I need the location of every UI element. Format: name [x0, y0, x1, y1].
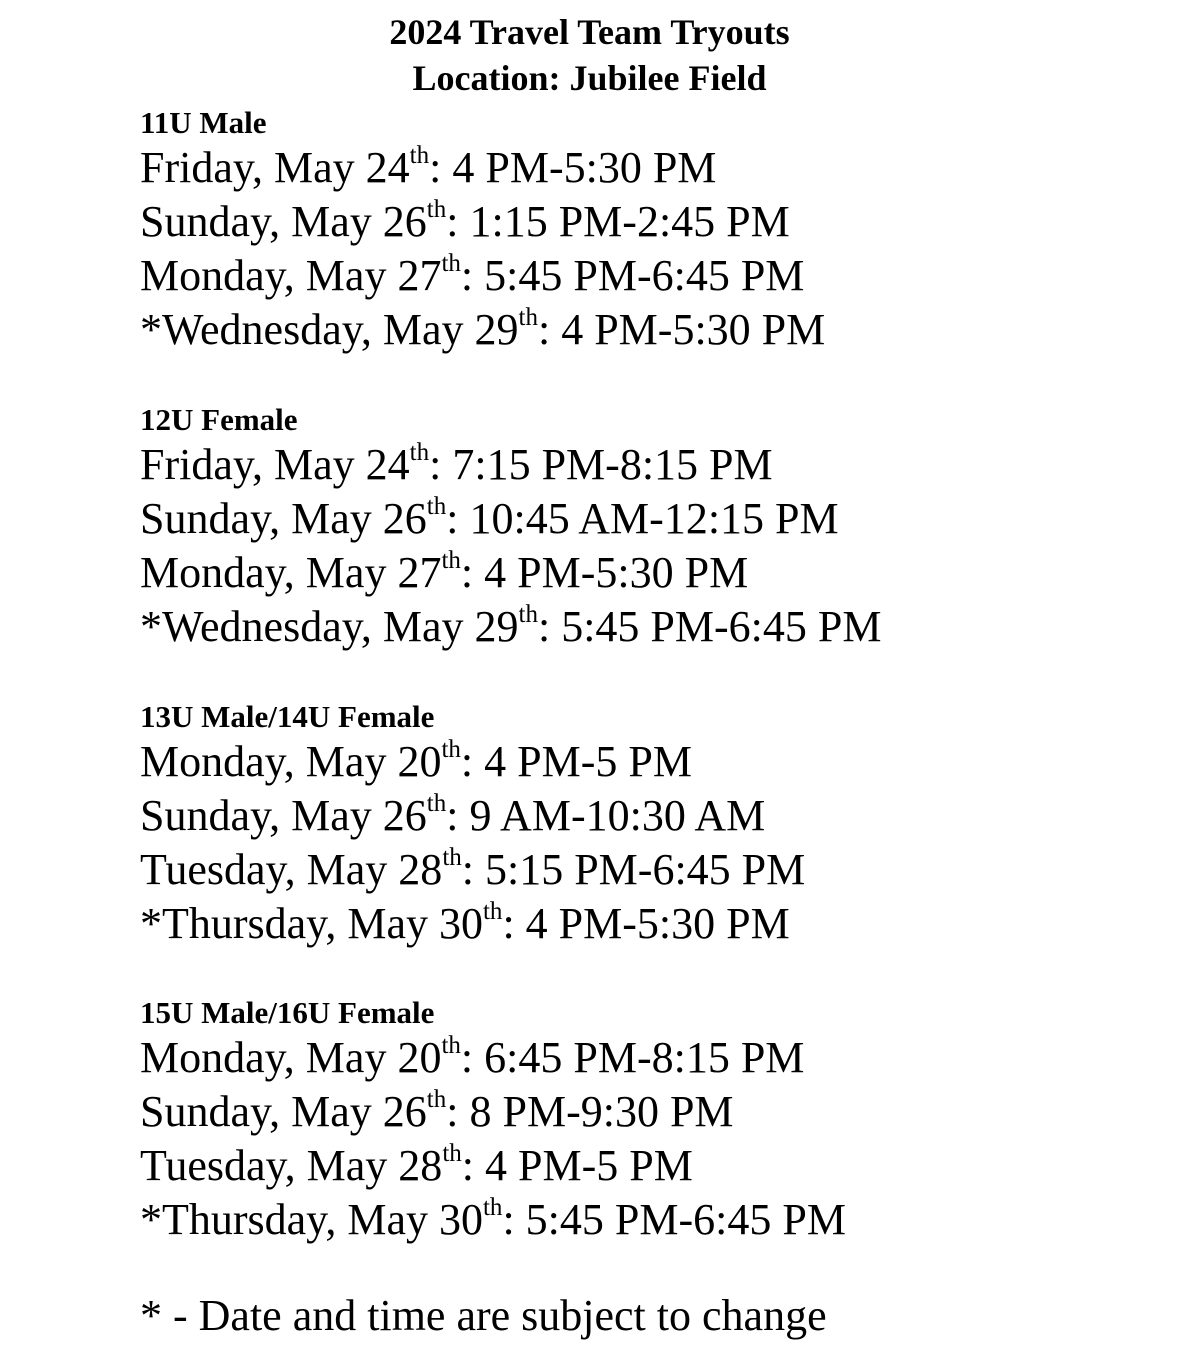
ordinal-suffix: th — [441, 736, 461, 764]
entry-time: : 4 PM-5 PM — [461, 1141, 693, 1190]
schedule-entry — [140, 546, 1140, 600]
ordinal-suffix: th — [442, 844, 462, 872]
entry-date: Monday, May 20 — [140, 737, 442, 786]
entry-date: *Wednesday, May 29 — [140, 602, 519, 651]
location-line: Location: Jubilee Field — [412, 58, 767, 98]
entry-date: Sunday, May 26 — [140, 791, 427, 840]
entry-date: Tuesday, May 28 — [140, 1141, 443, 1190]
document-title: 2024 Travel Team Tryouts — [389, 12, 790, 52]
entry-time: : 4 PM-5:30 PM — [502, 899, 790, 948]
entry-time: : 6:45 PM-8:15 PM — [460, 1033, 805, 1082]
entry-time: : 8 PM-9:30 PM — [446, 1087, 734, 1136]
ordinal-suffix: th — [426, 196, 447, 224]
entry-time: : 5:45 PM-6:45 PM — [502, 1195, 846, 1244]
entry-time: : 9 AM-10:30 AM — [446, 791, 766, 840]
ordinal-suffix: th — [409, 439, 430, 467]
entry-date: Tuesday, May 28 — [140, 845, 443, 894]
ordinal-suffix: th — [482, 898, 503, 926]
schedule-entry — [140, 789, 1140, 843]
entry-date: Sunday, May 26 — [140, 494, 427, 543]
ordinal-suffix: th — [426, 493, 447, 521]
footnote: * - Date and time are subject to change — [140, 1291, 827, 1340]
schedule-entry — [140, 303, 1140, 357]
schedule-entry — [140, 1085, 1140, 1139]
entry-time: : 4 PM-5:30 PM — [429, 143, 717, 192]
section-heading: 15U Male/16U Female — [140, 995, 435, 1030]
entry-date: Sunday, May 26 — [140, 197, 427, 246]
ordinal-suffix: th — [441, 1032, 461, 1060]
schedule-entry — [140, 600, 1140, 654]
schedule-entry — [140, 195, 1140, 249]
ordinal-suffix: th — [441, 250, 461, 278]
entry-date: Monday, May 27 — [140, 548, 442, 597]
entry-time: : 5:45 PM-6:45 PM — [460, 251, 805, 300]
schedule-entry — [140, 843, 1140, 897]
section-15u-male-16u-female — [140, 995, 1140, 1247]
entry-date: *Thursday, May 30 — [140, 899, 483, 948]
entry-time: : 1:15 PM-2:45 PM — [446, 197, 790, 246]
ordinal-suffix: th — [426, 1086, 447, 1114]
entry-date: Friday, May 24 — [140, 440, 410, 489]
ordinal-suffix: th — [409, 142, 430, 170]
schedule-entry — [140, 141, 1140, 195]
entry-time: : 5:45 PM-6:45 PM — [537, 602, 882, 651]
ordinal-suffix: th — [426, 790, 447, 818]
section-13u-male-14u-female — [140, 699, 1140, 951]
section-heading: 13U Male/14U Female — [140, 699, 435, 734]
ordinal-suffix: th — [441, 547, 461, 575]
entry-date: *Wednesday, May 29 — [140, 305, 519, 354]
entry-time: : 4 PM-5:30 PM — [537, 305, 826, 354]
entry-time: : 10:45 AM-12:15 PM — [446, 494, 839, 543]
entry-date: Monday, May 27 — [140, 251, 442, 300]
entry-time: : 4 PM-5:30 PM — [460, 548, 749, 597]
entry-date: Friday, May 24 — [140, 143, 410, 192]
schedule-entry — [140, 492, 1140, 546]
entry-time: : 4 PM-5 PM — [460, 737, 692, 786]
entry-date: Sunday, May 26 — [140, 1087, 427, 1136]
section-heading: 11U Male — [140, 105, 267, 140]
ordinal-suffix: th — [482, 1194, 503, 1222]
entry-date: Monday, May 20 — [140, 1033, 442, 1082]
schedule-entry — [140, 438, 1140, 492]
schedule-entry — [140, 1031, 1140, 1085]
section-12u-female — [140, 402, 1140, 654]
schedule-entry — [140, 1139, 1140, 1193]
ordinal-suffix: th — [518, 304, 538, 332]
ordinal-suffix: th — [518, 601, 538, 629]
schedule-entry — [140, 249, 1140, 303]
section-heading: 12U Female — [140, 402, 298, 437]
entry-date: *Thursday, May 30 — [140, 1195, 483, 1244]
schedule-entry — [140, 897, 1140, 951]
section-11u-male — [140, 105, 1140, 357]
ordinal-suffix: th — [442, 1140, 462, 1168]
schedule-entry — [140, 735, 1140, 789]
entry-time: : 7:15 PM-8:15 PM — [429, 440, 773, 489]
entry-time: : 5:15 PM-6:45 PM — [461, 845, 806, 894]
schedule-entry — [140, 1193, 1140, 1247]
